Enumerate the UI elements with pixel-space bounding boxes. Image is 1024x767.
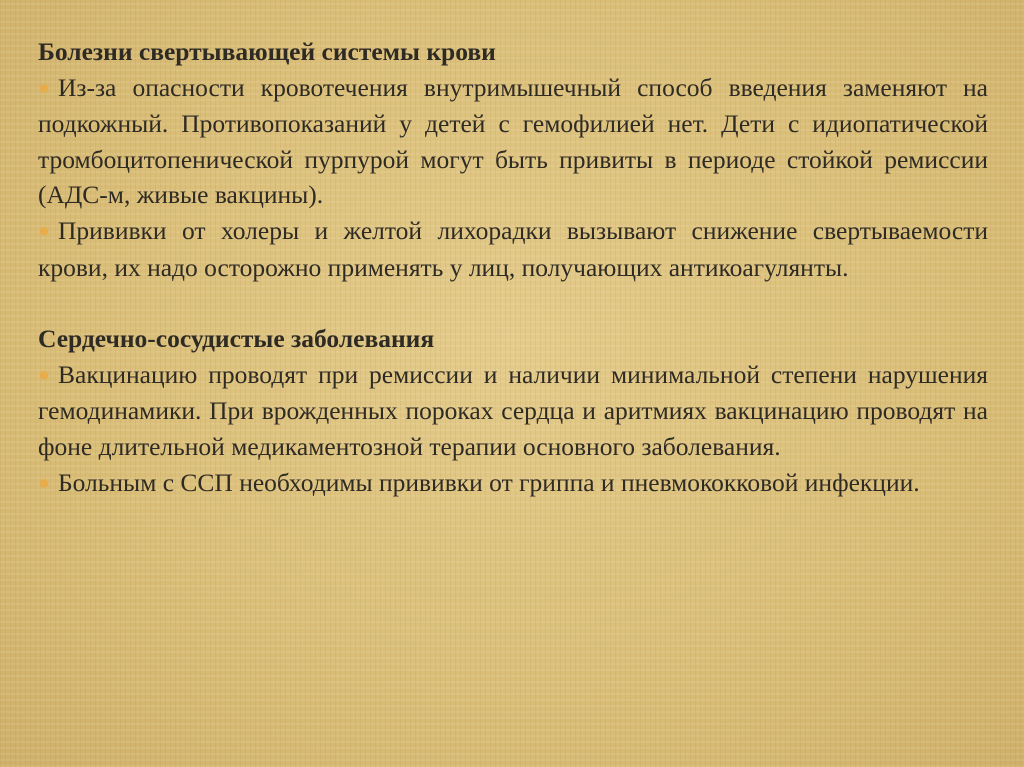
list-item xyxy=(38,357,988,465)
bullet-dot-icon: ● xyxy=(38,363,51,386)
bullet-dot-icon: ● xyxy=(38,471,51,494)
slide-content xyxy=(38,34,988,501)
section-spacer xyxy=(38,285,988,321)
list-item xyxy=(38,70,988,213)
list-item-text: Больным с ССП необходимы прививки от гриппа и пневмококковой инфекции. xyxy=(58,467,920,497)
section-blood-clotting xyxy=(38,34,988,285)
bullet-dot-icon: ● xyxy=(38,219,51,242)
bullet-dot-icon: ● xyxy=(38,76,51,99)
section-cardiovascular xyxy=(38,321,988,501)
list-item-text: Прививки от холеры и желтой лихорадки вызывают снижение свертываемости крови, их надо осторожно применять у лиц, получающих антикоагулянты. xyxy=(38,215,988,282)
list-item xyxy=(38,465,988,502)
list-item-text: Из-за опасности кровотечения внутримышечный способ введения заменяют на подкожный. Противопоказаний у детей с гемофилией нет. Дети с идиопатической тромбоцитопенической пурпурой могут быть привиты в периоде стойкой ремиссии (АДС-м, живые вакцины). xyxy=(38,72,988,210)
list-item xyxy=(38,213,988,285)
section-title: Болезни свертывающей системы крови xyxy=(38,37,496,66)
section-title: Сердечно-сосудистые заболевания xyxy=(38,324,435,354)
list-item-text: Вакцинацию проводят при ремиссии и наличии минимальной степени нарушения гемодинамики. При врожденных пороках сердца и аритмиях вакцинацию проводят на фоне длительной медикаментозной терапии основного заболевания. xyxy=(38,359,988,461)
